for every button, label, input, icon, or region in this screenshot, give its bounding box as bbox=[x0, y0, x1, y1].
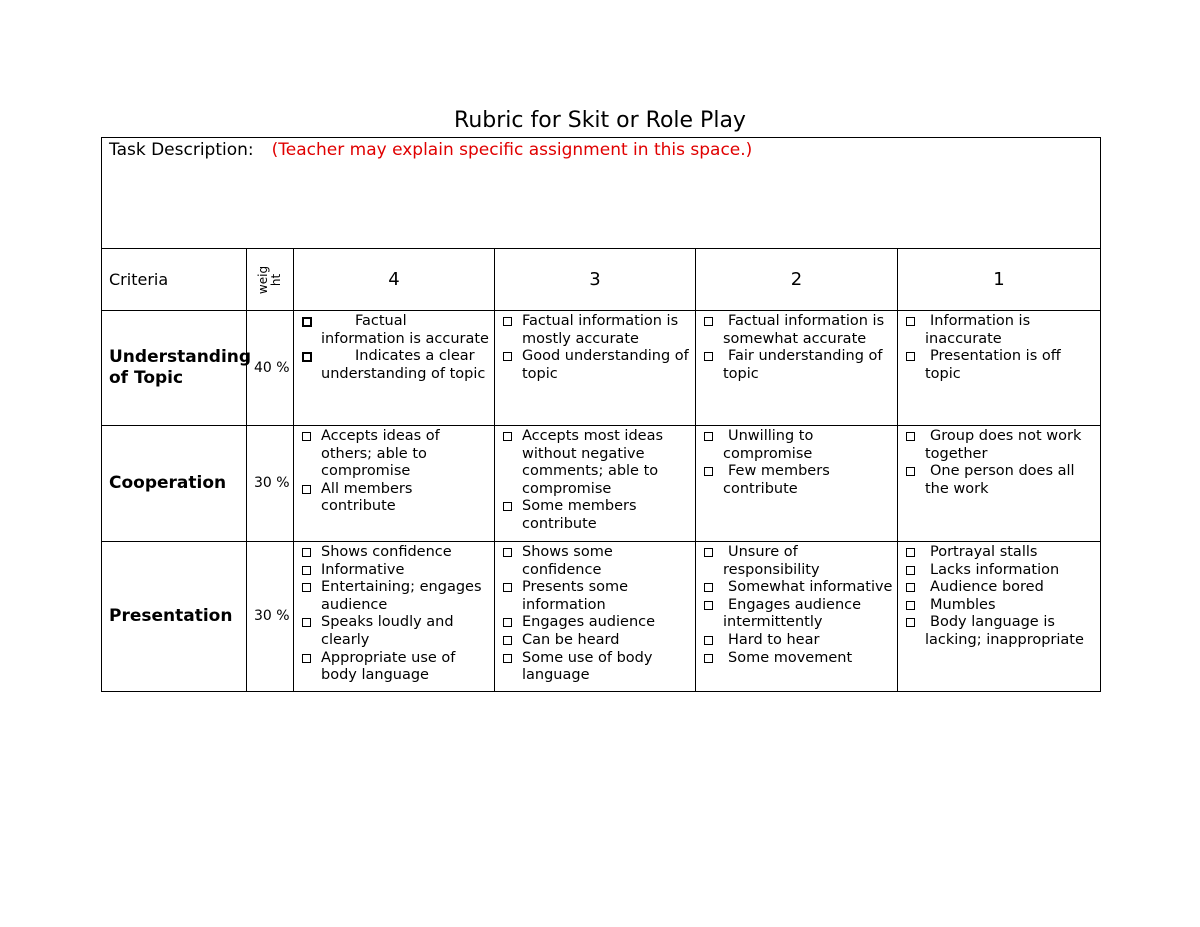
list-item: Hard to hear bbox=[703, 632, 893, 650]
checkbox-icon[interactable] bbox=[704, 432, 713, 441]
checkbox-icon[interactable] bbox=[503, 432, 512, 441]
checkbox-icon[interactable] bbox=[302, 618, 311, 627]
checkbox-icon[interactable] bbox=[503, 352, 512, 361]
checkbox-icon[interactable] bbox=[302, 432, 311, 441]
list-item: Unwilling to compromise bbox=[703, 428, 893, 463]
weight-understanding: 40 % bbox=[247, 311, 294, 426]
list-item: Informative bbox=[301, 562, 490, 580]
cell-understanding-4 bbox=[294, 311, 495, 426]
checkbox-icon[interactable] bbox=[503, 618, 512, 627]
checkbox-icon[interactable] bbox=[704, 548, 713, 557]
checkbox-icon[interactable] bbox=[704, 636, 713, 645]
page-title: Rubric for Skit or Role Play bbox=[454, 108, 746, 133]
checkbox-icon[interactable] bbox=[906, 432, 915, 441]
cell-understanding-3 bbox=[495, 311, 696, 426]
table-row-cooperation bbox=[102, 426, 1101, 542]
checkbox-icon[interactable] bbox=[704, 583, 713, 592]
checkbox-icon[interactable] bbox=[302, 317, 312, 327]
list-item: Group does not work together bbox=[905, 428, 1096, 463]
list-item: Some movement bbox=[703, 650, 893, 668]
checkbox-icon[interactable] bbox=[503, 583, 512, 592]
checkbox-icon[interactable] bbox=[302, 566, 311, 575]
list-item: Shows some confidence bbox=[502, 544, 691, 579]
list-item: Fair understanding of topic bbox=[703, 348, 893, 383]
weight-cooperation: 30 % bbox=[247, 426, 294, 542]
checkbox-icon[interactable] bbox=[906, 583, 915, 592]
checkbox-icon[interactable] bbox=[906, 566, 915, 575]
cell-presentation-3 bbox=[495, 542, 696, 692]
score-header-1: 1 bbox=[898, 249, 1101, 311]
list-item: Engages audience intermittently bbox=[703, 597, 893, 632]
checkbox-icon[interactable] bbox=[704, 467, 713, 476]
checkbox-icon[interactable] bbox=[906, 317, 915, 326]
list-item: Can be heard bbox=[502, 632, 691, 650]
list-item: Accepts ideas of others; able to compromise bbox=[301, 428, 490, 481]
criteria-header: Criteria bbox=[102, 249, 247, 311]
list-item: Lacks information bbox=[905, 562, 1096, 580]
checkbox-icon[interactable] bbox=[906, 467, 915, 476]
cell-cooperation-3 bbox=[495, 426, 696, 542]
task-description-row bbox=[102, 138, 1101, 249]
checkbox-icon[interactable] bbox=[302, 654, 311, 663]
criterion-cooperation: Cooperation bbox=[102, 426, 247, 542]
checkbox-icon[interactable] bbox=[503, 317, 512, 326]
list-item: Somewhat informative bbox=[703, 579, 893, 597]
rubric-table bbox=[101, 137, 1101, 692]
list-item: Mumbles bbox=[905, 597, 1096, 615]
score-header-4: 4 bbox=[294, 249, 495, 311]
list-item: Entertaining; engages audience bbox=[301, 579, 490, 614]
weight-header bbox=[247, 249, 294, 311]
checkbox-icon[interactable] bbox=[503, 654, 512, 663]
score-header-2: 2 bbox=[696, 249, 898, 311]
cell-cooperation-1 bbox=[898, 426, 1101, 542]
checkbox-icon[interactable] bbox=[704, 654, 713, 663]
checkbox-icon[interactable] bbox=[503, 548, 512, 557]
table-row-understanding bbox=[102, 311, 1101, 426]
list-item: Shows confidence bbox=[301, 544, 490, 562]
checkbox-icon[interactable] bbox=[906, 618, 915, 627]
cell-understanding-2 bbox=[696, 311, 898, 426]
checkbox-icon[interactable] bbox=[302, 352, 312, 362]
list-item: Information is inaccurate bbox=[905, 313, 1096, 348]
cell-presentation-2 bbox=[696, 542, 898, 692]
checkbox-icon[interactable] bbox=[704, 317, 713, 326]
list-item: Good understanding of topic bbox=[502, 348, 691, 383]
task-description-note: (Teacher may explain specific assignment in this space.) bbox=[271, 140, 753, 160]
list-item: Presentation is off topic bbox=[905, 348, 1096, 383]
list-item: Few members contribute bbox=[703, 463, 893, 498]
list-item: Portrayal stalls bbox=[905, 544, 1096, 562]
checkbox-icon[interactable] bbox=[503, 636, 512, 645]
list-item: Some use of body language bbox=[502, 650, 691, 685]
checkbox-icon[interactable] bbox=[503, 502, 512, 511]
cell-presentation-1 bbox=[898, 542, 1101, 692]
list-item: Speaks loudly and clearly bbox=[301, 614, 490, 649]
cell-understanding-1 bbox=[898, 311, 1101, 426]
list-item: Factual information is somewhat accurate bbox=[703, 313, 893, 348]
list-item: Some members contribute bbox=[502, 498, 691, 533]
checkbox-icon[interactable] bbox=[906, 548, 915, 557]
cell-cooperation-4 bbox=[294, 426, 495, 542]
criterion-presentation: Presentation bbox=[102, 542, 247, 692]
list-item: Audience bored bbox=[905, 579, 1096, 597]
list-item: All members contribute bbox=[301, 481, 490, 516]
weight-header-label: weig ht bbox=[256, 265, 283, 294]
list-item: Engages audience bbox=[502, 614, 691, 632]
list-item: Presents some information bbox=[502, 579, 691, 614]
cell-presentation-4 bbox=[294, 542, 495, 692]
header-row bbox=[102, 249, 1101, 311]
cell-cooperation-2 bbox=[696, 426, 898, 542]
list-item: One person does all the work bbox=[905, 463, 1096, 498]
list-item: Appropriate use of body language bbox=[301, 650, 490, 685]
list-item: Accepts most ideas without negative comments; able to compromise bbox=[502, 428, 691, 498]
checkbox-icon[interactable] bbox=[906, 601, 915, 610]
checkbox-icon[interactable] bbox=[302, 583, 311, 592]
list-item: Indicates a clear understanding of topic bbox=[301, 348, 490, 383]
checkbox-icon[interactable] bbox=[704, 352, 713, 361]
table-row-presentation bbox=[102, 542, 1101, 692]
task-description-cell[interactable] bbox=[102, 138, 1101, 249]
list-item: Unsure of responsibility bbox=[703, 544, 893, 579]
checkbox-icon[interactable] bbox=[302, 485, 311, 494]
criterion-understanding: Understanding of Topic bbox=[102, 311, 247, 426]
score-header-3: 3 bbox=[495, 249, 696, 311]
list-item: Factual information is accurate bbox=[301, 313, 490, 348]
list-item: Factual information is mostly accurate bbox=[502, 313, 691, 348]
weight-presentation: 30 % bbox=[247, 542, 294, 692]
task-description-label: Task Description: bbox=[109, 140, 254, 160]
checkbox-icon[interactable] bbox=[906, 352, 915, 361]
list-item: Body language is lacking; inappropriate bbox=[905, 614, 1096, 649]
checkbox-icon[interactable] bbox=[302, 548, 311, 557]
checkbox-icon[interactable] bbox=[704, 601, 713, 610]
